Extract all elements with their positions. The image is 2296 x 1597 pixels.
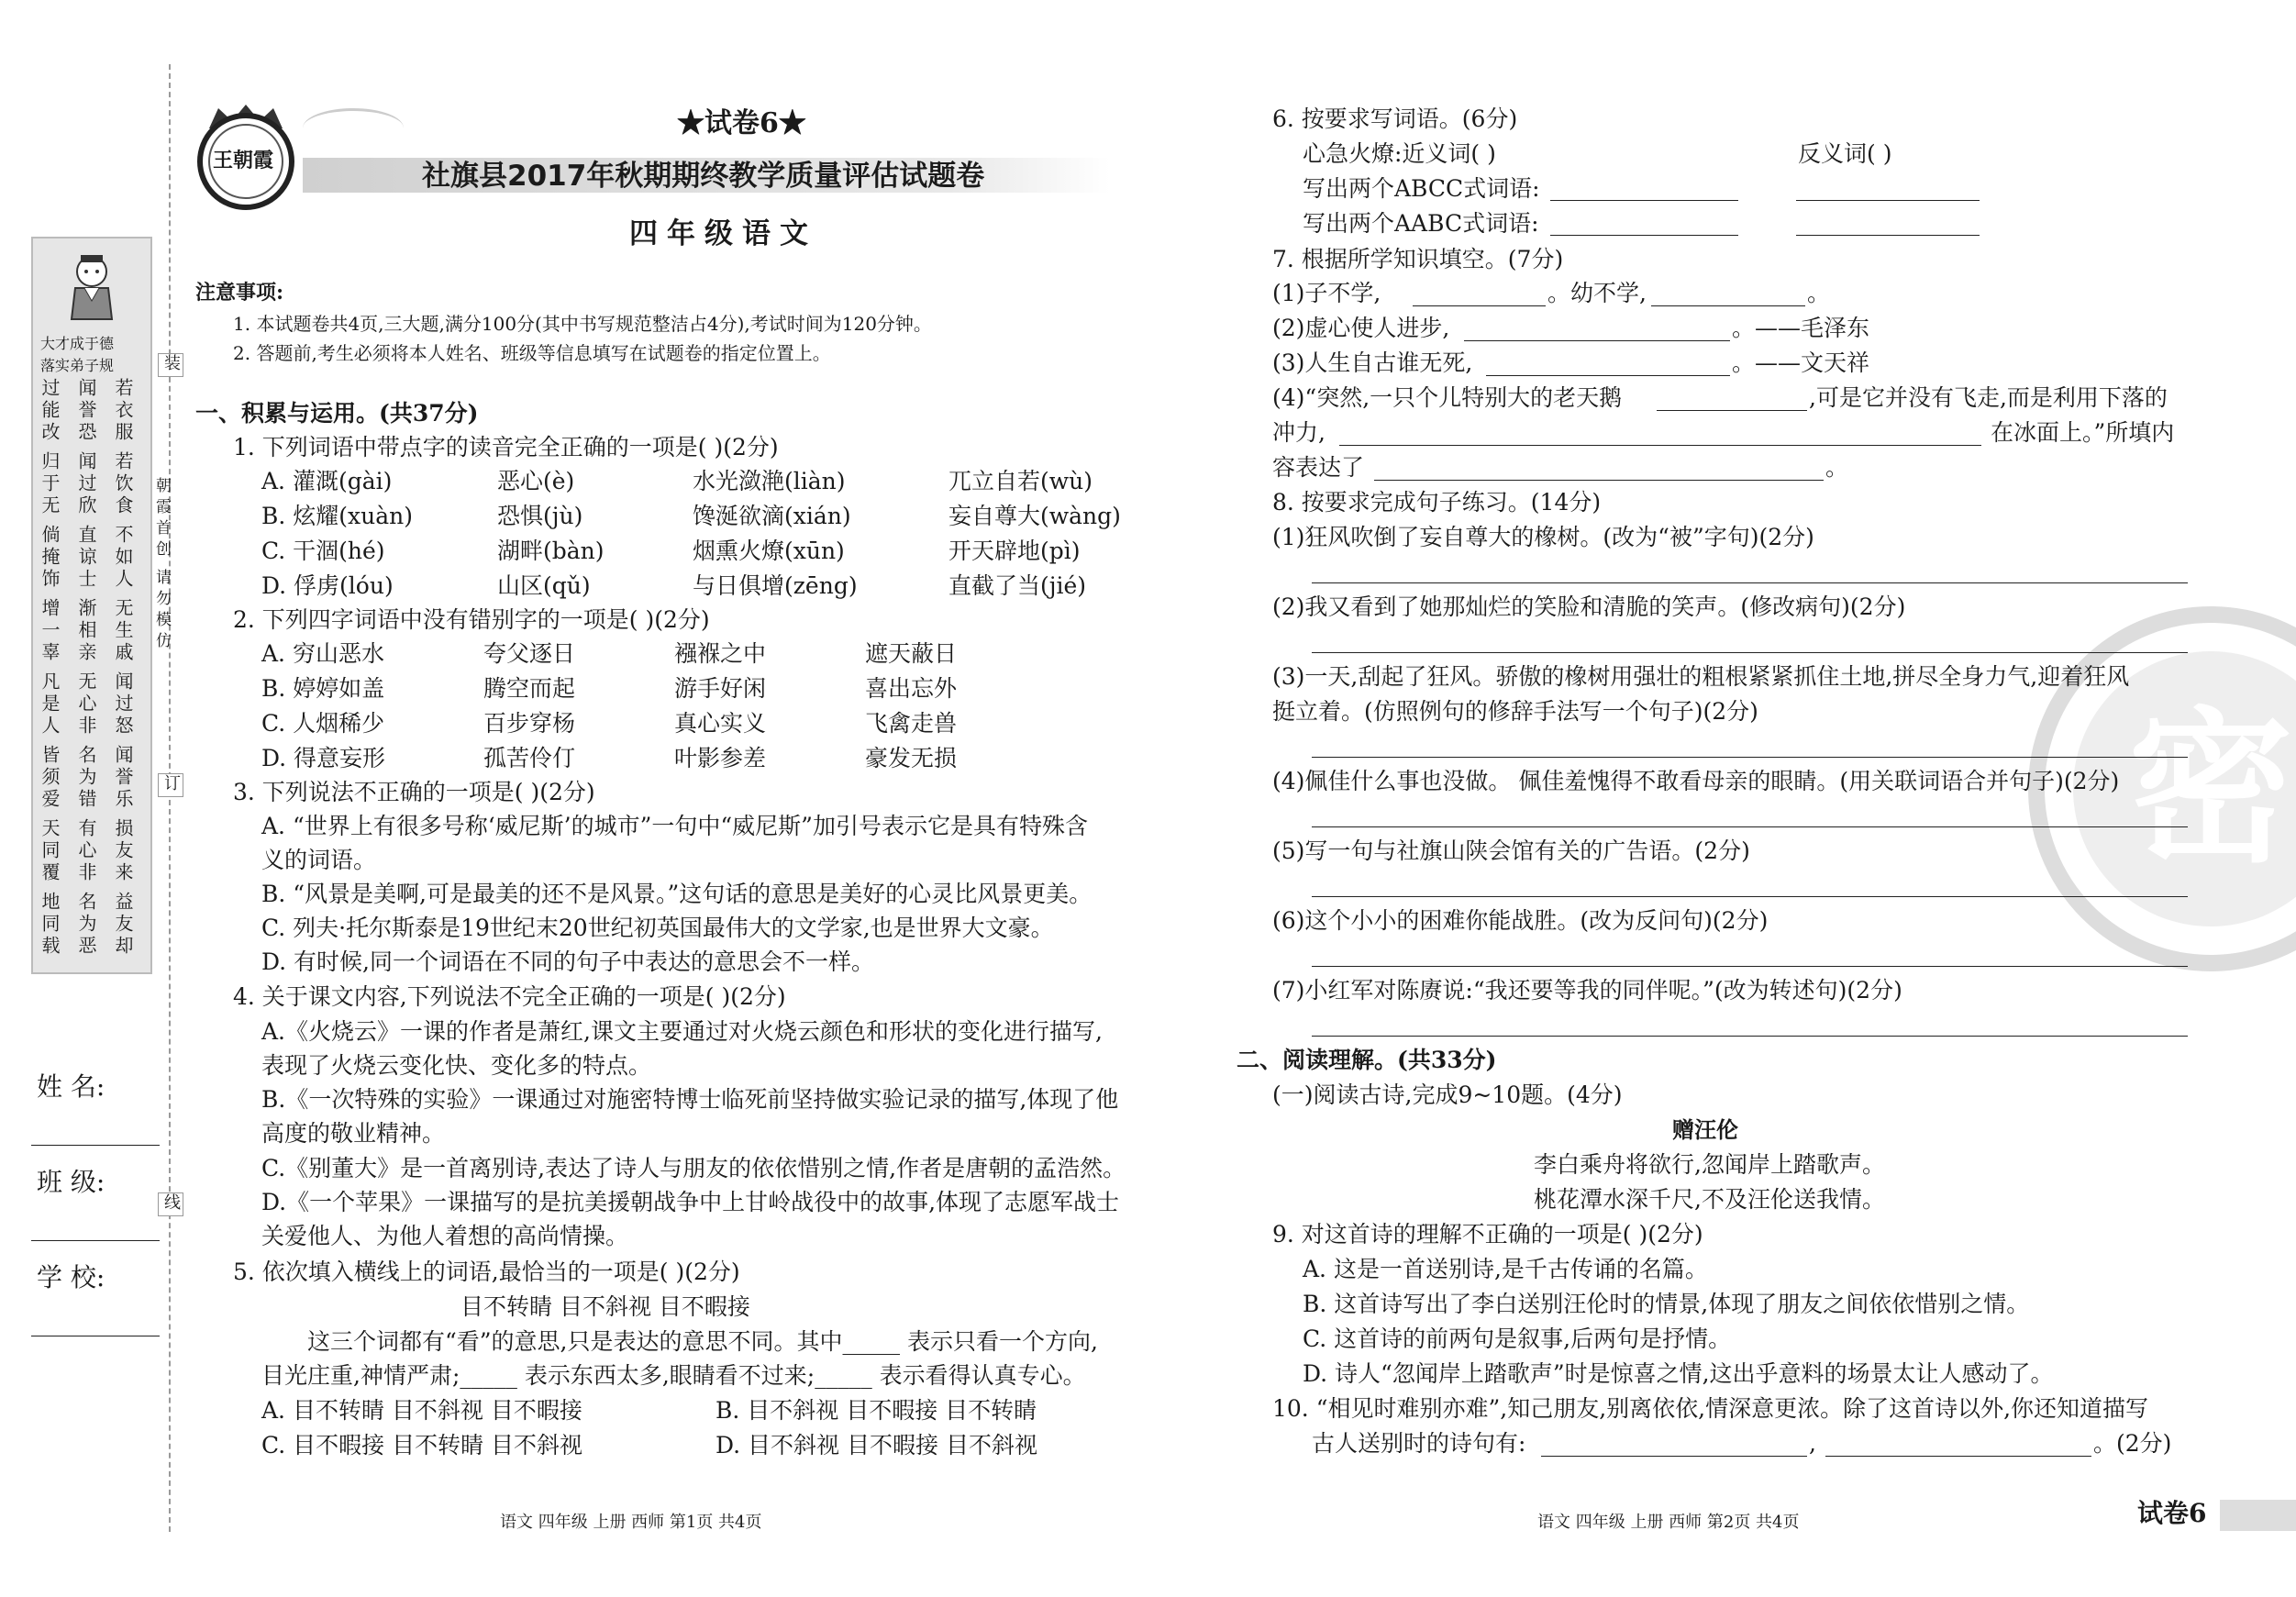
question-stem: 4. 关于课文内容,下列说法不完全正确的一项是( )(2分) [233, 983, 786, 1010]
option: B. 这首诗写出了李白送别汪伦时的情景,体现了朋友之间依依惜别之情。 [1303, 1291, 2030, 1317]
option: 真心实义 [674, 710, 767, 737]
verse: 不如人 [112, 525, 134, 591]
q8-item: (1)狂风吹倒了妄自尊大的橡树。(改为“被”字句)(2分) [1272, 524, 1814, 550]
notes-heading: 注意事项: [195, 281, 284, 305]
option: 馋涎欲滴(xián) [693, 503, 851, 529]
answer-blank[interactable] [1796, 235, 1980, 236]
q10-text: 。(2分) [2093, 1430, 2172, 1457]
answer-line[interactable] [1312, 1036, 2188, 1037]
question-stem: 2. 下列四字词语中没有错别字的一项是( )(2分) [233, 606, 710, 633]
option: D. 目不斜视 目不暇接 目不斜视 [715, 1432, 1037, 1458]
option: 飞禽走兽 [865, 710, 958, 737]
answer-line[interactable] [1312, 896, 2188, 897]
answer-blank[interactable] [1550, 200, 1738, 201]
option: 遮天蔽日 [865, 640, 958, 667]
answer-blank[interactable] [1339, 445, 1981, 446]
subsection-heading: (一)阅读古诗,完成9~10题。(4分) [1272, 1081, 1623, 1108]
poem-line: 桃花潭水深千尺,不及汪伦送我情。 [1534, 1186, 1885, 1213]
question-stem: 7. 根据所学知识填空。(7分) [1272, 246, 1564, 272]
option: 兀立自若(wù) [948, 468, 1093, 494]
option: B. 婷婷如盖 [261, 675, 385, 702]
option: 恐惧(jù) [497, 503, 583, 529]
q7-text: (3)人生自古谁无死, [1272, 349, 1473, 376]
verse: 天同覆 [39, 818, 61, 884]
name-label: 姓 名: [37, 1071, 105, 1102]
answer-blank[interactable] [1541, 1456, 1807, 1457]
option: 豪发无损 [865, 745, 958, 771]
q7-text: (4)“突然,一只个儿特别大的老天鹅 [1272, 384, 1623, 411]
class-field[interactable] [31, 1240, 160, 1241]
q7-text: 冲力, [1272, 419, 1325, 446]
option-line: 表现了火烧云变化快、变化多的特点。 [261, 1052, 652, 1079]
ribbon-swoosh [303, 108, 404, 148]
sidebar-motto-1: 大才成于德 [40, 335, 115, 352]
answer-blank[interactable] [1796, 200, 1980, 201]
verse: 若饮食 [112, 451, 134, 517]
option: C. 干涸(hé) [261, 538, 385, 564]
option: 烟熏火燎(xūn) [693, 538, 845, 564]
option-line: 义的词语。 [261, 847, 377, 873]
verse: 名为恶 [75, 892, 97, 958]
bind-mark-xian: 线 [158, 1192, 183, 1216]
option: 山区(qǔ) [497, 572, 591, 599]
option-line: 高度的敬业精神。 [261, 1120, 446, 1147]
option: A. 灌溉(gài) [261, 468, 393, 494]
section-heading: 二、阅读理解。(共33分) [1237, 1047, 1497, 1073]
verse: 闻过欣 [75, 451, 97, 517]
q5-paragraph: 这三个词都有“看”的意思,只是表达的意思不同。其中_____ 表示只看一个方向, [307, 1328, 1098, 1355]
section-heading: 一、积累与运用。(共37分) [195, 400, 479, 427]
option: 腾空而起 [483, 675, 576, 702]
q8-item: 挺立着。(仿照例句的修辞手法写一个句子)(2分) [1272, 698, 1758, 725]
answer-blank[interactable] [1651, 305, 1805, 306]
q8-item: (7)小红军对陈赓说:“我还要等我的同伴呢。”(改为转述句)(2分) [1272, 977, 1902, 1004]
answer-blank[interactable] [1374, 480, 1824, 481]
option: A. 这是一首送别诗,是千古传诵的名篇。 [1303, 1256, 1708, 1282]
option: 襁褓之中 [674, 640, 767, 667]
option: 孤苦伶仃 [483, 745, 576, 771]
notes-item: 2. 答题前,考生必须将本人姓名、班级等信息填写在试题卷的指定位置上。 [233, 342, 831, 364]
option: 湖畔(bàn) [497, 538, 605, 564]
answer-blank[interactable] [1464, 340, 1730, 341]
question-stem: 1. 下列词语中带点字的读音完全正确的一项是( )(2分) [233, 434, 779, 460]
q7-text: 。——文天祥 [1732, 349, 1870, 376]
question-stem: 3. 下列说法不正确的一项是( )(2分) [233, 779, 595, 805]
answer-blank[interactable] [1486, 375, 1730, 376]
q6-line: 反义词( ) [1798, 140, 1892, 167]
option: 百步穿杨 [483, 710, 576, 737]
sidebar-motto-2: 落实弟子规 [40, 357, 115, 374]
q6-line: 心急火燎:近义词( ) [1303, 140, 1496, 167]
q10-text: 古人送别时的诗句有: [1312, 1430, 1526, 1457]
answer-blank[interactable] [1825, 1456, 2091, 1457]
option-line: D.《一个苹果》一课描写的是抗美援朝战争中上甘岭战役中的故事,体现了志愿军战士 [261, 1189, 1120, 1215]
copyright-1: 朝霞首创 [152, 477, 171, 561]
page-footer: 语文 四年级 上册 西师 第2页 共4页 [1537, 1513, 1800, 1532]
answer-blank[interactable] [1413, 305, 1546, 306]
q8-item: (6)这个小小的困难你能战胜。(改为反问句)(2分) [1272, 907, 1769, 934]
option: C. 这首诗的前两句是叙事,后两句是抒情。 [1303, 1325, 1732, 1352]
question-stem: 8. 按要求完成句子练习。(14分) [1272, 489, 1602, 516]
question-stem: 10. “相见时难别亦难”,知己朋友,别离依依,情深意更浓。除了这首诗以外,你还知道描写 [1272, 1395, 2149, 1422]
option: 游手好闲 [674, 675, 767, 702]
option: 妄自尊大(wàng) [948, 503, 1121, 529]
option-line: D. 有时候,同一个词语在不同的句子中表达的意思会不一样。 [261, 948, 874, 975]
option: C. 人烟稀少 [261, 710, 385, 737]
option-line: B. “风景是美啊,可是最美的还不是风景。”这句话的意思是美好的心灵比风景更美。 [261, 881, 1093, 907]
verse: 倘掩饰 [39, 525, 61, 591]
option-line: B.《一次特殊的实验》一课通过对施密特博士临死前坚持做实验记录的描写,体现了他 [261, 1086, 1119, 1113]
school-label: 学 校: [37, 1262, 105, 1292]
copyright-2: 请勿模仿 [152, 569, 171, 653]
option: 开天辟地(pì) [948, 538, 1081, 564]
option: 夸父逐日 [483, 640, 576, 667]
verse: 无生戚 [112, 598, 134, 664]
margin-divider [169, 64, 171, 1532]
verse: 无心非 [75, 671, 97, 738]
question-stem: 5. 依次填入横线上的词语,最恰当的一项是( )(2分) [233, 1259, 740, 1285]
q6-line: 写出两个AABC式词语: [1303, 210, 1539, 237]
verse: 若衣服 [112, 378, 134, 444]
option-line: A.《火烧云》一课的作者是萧红,课文主要通过对火烧云颜色和形状的变化进行描写, [261, 1018, 1103, 1045]
option: D. 诗人“忽闻岸上踏歌声”时是惊喜之情,这出乎意料的场景太让人感动了。 [1303, 1360, 2054, 1387]
page-footer: 语文 四年级 上册 西师 第1页 共4页 [500, 1513, 762, 1532]
verse: 闻誉恐 [75, 378, 97, 444]
word-bank: 目不转睛 目不斜视 目不暇接 [460, 1293, 750, 1320]
q5-paragraph: 目光庄重,神情严肃;_____ 表示东西太多,眼睛看不过来;_____ 表示看得认真专心。 [261, 1362, 1086, 1389]
q8-item: (2)我又看到了她那灿烂的笑脸和清脆的笑声。(修改病句)(2分) [1272, 593, 1906, 620]
option-line: A. “世界上有很多号称‘威尼斯’的城市”一句中“威尼斯”加引号表示它是具有特殊含 [261, 813, 1088, 839]
option: 喜出忘外 [865, 675, 958, 702]
option-line: C.《别董大》是一首离别诗,表达了诗人与朋友的依依惜别之情,作者是唐朝的孟浩然。 [261, 1155, 1126, 1181]
verse: 闻过怒 [112, 671, 134, 738]
corner-bar [2220, 1500, 2296, 1531]
option: D. 俘虏(lóu) [261, 572, 394, 599]
bind-mark-ding: 订 [158, 773, 183, 797]
answer-line[interactable] [1312, 826, 2188, 827]
answer-line[interactable] [1312, 652, 2188, 653]
verse: 直谅士 [75, 525, 97, 591]
class-label: 班 级: [37, 1167, 105, 1197]
name-field[interactable] [31, 1145, 160, 1146]
q6-line: 写出两个ABCC式词语: [1303, 175, 1540, 202]
q7-text: (1)子不学, [1272, 280, 1381, 306]
q8-item: (3)一天,刮起了狂风。骄傲的橡树用强壮的粗根紧紧抓住土地,拼尽全身力气,迎着狂风 [1272, 663, 2130, 690]
option: B. 目不斜视 目不暇接 目不转睛 [715, 1397, 1037, 1424]
mascot-icon [64, 251, 119, 325]
option: C. 目不暇接 目不转睛 目不斜视 [261, 1432, 583, 1458]
verse: 有心非 [75, 818, 97, 884]
q7-text: ,可是它并没有飞走,而是利用下落的 [1809, 384, 2168, 411]
verse: 名为错 [75, 745, 97, 811]
verse: 益友却 [112, 892, 134, 958]
answer-line[interactable] [1312, 966, 2188, 967]
verse: 增一辜 [39, 598, 61, 664]
option-line: C. 列夫·托尔斯泰是19世纪末20世纪初英国最伟大的文学家,也是世界大文豪。 [261, 915, 1054, 941]
option: 直截了当(jié) [948, 572, 1087, 599]
verse: 凡是人 [39, 671, 61, 738]
q7-text: 。 [1825, 454, 1849, 481]
logo-text: 王朝霞 [213, 149, 274, 172]
answer-line[interactable] [1312, 757, 2188, 758]
poem-title: 赠汪伦 [1672, 1117, 1738, 1143]
option: B. 炫耀(xuàn) [261, 503, 413, 529]
option: A. 目不转睛 目不斜视 目不暇接 [261, 1397, 582, 1424]
verse: 渐相亲 [75, 598, 97, 664]
q7-text: (2)虚心使人进步, [1272, 315, 1450, 341]
q7-text: 在冰面上。”所填内 [1991, 419, 2175, 446]
verse: 过能改 [39, 378, 61, 444]
poem-line: 李白乘舟将欲行,忽闻岸上踏歌声。 [1534, 1151, 1885, 1178]
question-stem: 9. 对这首诗的理解不正确的一项是( )(2分) [1272, 1221, 1703, 1248]
option: 叶影参差 [674, 745, 767, 771]
option: 恶心(è) [497, 468, 575, 494]
verse: 归于无 [39, 451, 61, 517]
notes-item: 1. 本试题卷共4页,三大题,满分100分(其中书写规范整洁占4分),考试时间为120分钟。 [233, 313, 932, 335]
q8-item: (5)写一句与社旗山陕会馆有关的广告语。(2分) [1272, 837, 1750, 864]
question-stem: 6. 按要求写词语。(6分) [1272, 105, 1518, 132]
verse: 损友来 [112, 818, 134, 884]
q8-item: (4)佩佳什么事也没做。 佩佳羞愧得不敢看母亲的眼睛。(用关联词语合并句子)(2分) [1272, 768, 2120, 794]
publisher-logo [191, 101, 301, 211]
sidebar-verses [37, 378, 147, 965]
corner-badge: 试卷6 [2137, 1498, 2207, 1528]
q7-text: 。 [1807, 280, 1831, 306]
q7-text: 。幼不学, [1547, 280, 1647, 306]
q7-text: 。——毛泽东 [1732, 315, 1870, 341]
paper-subtitle: 四年级语文 [629, 217, 817, 250]
option: A. 穷山恶水 [261, 640, 384, 667]
option: 水光潋滟(liàn) [693, 468, 846, 494]
q7-text: 容表达了 [1272, 454, 1365, 481]
bind-mark-zhuang: 装 [158, 353, 183, 377]
answer-blank[interactable] [1657, 410, 1807, 411]
watermark-text: 密 [2128, 692, 2294, 885]
option: 与日俱增(zēng) [693, 572, 858, 599]
q10-comma: , [1809, 1430, 1816, 1457]
option: D. 得意妄形 [261, 745, 386, 771]
verse: 闻誉乐 [112, 745, 134, 811]
option-line: 关爱他人、为他人着想的高尚情操。 [261, 1223, 629, 1249]
paper-title: 社旗县2017年秋期期终教学质量评估试题卷 [422, 160, 985, 193]
series-badge: ★试卷6★ [677, 107, 806, 139]
answer-line[interactable] [1312, 582, 2188, 583]
answer-blank[interactable] [1550, 235, 1738, 236]
sidebar-panel [31, 237, 152, 974]
verse: 皆须爱 [39, 745, 61, 811]
verse: 地同载 [39, 892, 61, 958]
